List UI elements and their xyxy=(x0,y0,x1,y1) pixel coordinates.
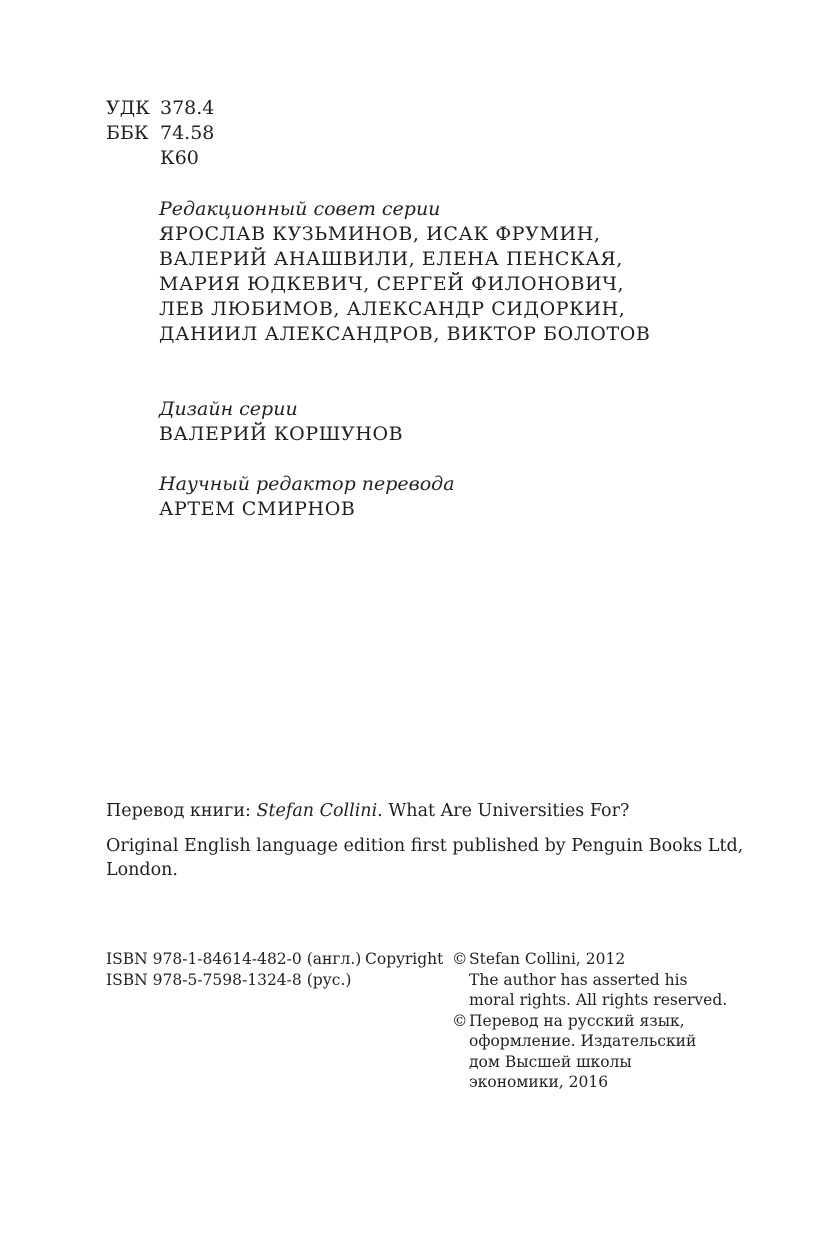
translation-author: Stefan Collini. xyxy=(256,801,383,821)
series-design-name: ВАЛЕРИЙ КОРШУНОВ xyxy=(159,423,404,445)
translation-title: What Are Universities For? xyxy=(382,801,630,821)
editorial-board-line: ВАЛЕРИЙ АНАШВИЛИ, ЕЛЕНА ПЕНСКАЯ, xyxy=(159,248,623,270)
udk-label: УДК xyxy=(106,97,150,119)
editorial-board-label: Редакционный совет серии xyxy=(159,198,441,220)
copyright-symbol: © xyxy=(452,950,468,968)
copyright-translation-line: экономики, 2016 xyxy=(469,1073,609,1091)
bbk-label: ББК xyxy=(106,122,149,144)
copyright-symbol: © xyxy=(452,1011,468,1030)
translation-prefix: Перевод книги: xyxy=(106,801,257,821)
copyright-translation-line: оформление. Издательский xyxy=(469,1032,697,1050)
copyright-author-line: The author has asserted his xyxy=(469,970,688,989)
copyright-translation-line: Перевод на русский язык, xyxy=(469,1011,685,1030)
udk-value: 378.4 xyxy=(160,97,215,119)
translation-note xyxy=(106,799,629,823)
copyright-label: Copyright xyxy=(365,950,444,968)
science-editor-name: АРТЕМ СМИРНОВ xyxy=(159,498,356,520)
copyright-translation-line: дом Высшей школы xyxy=(469,1052,632,1071)
bbk-value: 74.58 xyxy=(160,122,215,144)
editorial-board-line: ЯРОСЛАВ КУЗЬМИНОВ, ИСАК ФРУМИН, xyxy=(159,223,601,245)
editorial-board-line: ЛЕВ ЛЮБИМОВ, АЛЕКСАНДР СИДОРКИН, xyxy=(159,298,626,320)
editorial-board-line: МАРИЯ ЮДКЕВИЧ, СЕРГЕЙ ФИЛОНОВИЧ, xyxy=(159,273,625,295)
copyright-author-line: moral rights. All rights reserved. xyxy=(469,991,728,1009)
original-edition-line: Original English language edition first published by Penguin Books Ltd, xyxy=(106,836,744,856)
isbn-russian: ISBN 978-5-7598-1324-8 (рус.) xyxy=(106,970,352,989)
editorial-board-line: ДАНИИЛ АЛЕКСАНДРОВ, ВИКТОР БОЛОТОВ xyxy=(159,323,651,345)
copyright-author-line: Stefan Collini, 2012 xyxy=(469,950,626,968)
science-editor-label: Научный редактор перевода xyxy=(159,473,455,495)
series-design-label: Дизайн серии xyxy=(159,398,298,420)
author-mark: К60 xyxy=(160,147,199,169)
isbn-english: ISBN 978-1-84614-482-0 (англ.) xyxy=(106,950,362,968)
original-edition-line: London. xyxy=(106,860,178,880)
